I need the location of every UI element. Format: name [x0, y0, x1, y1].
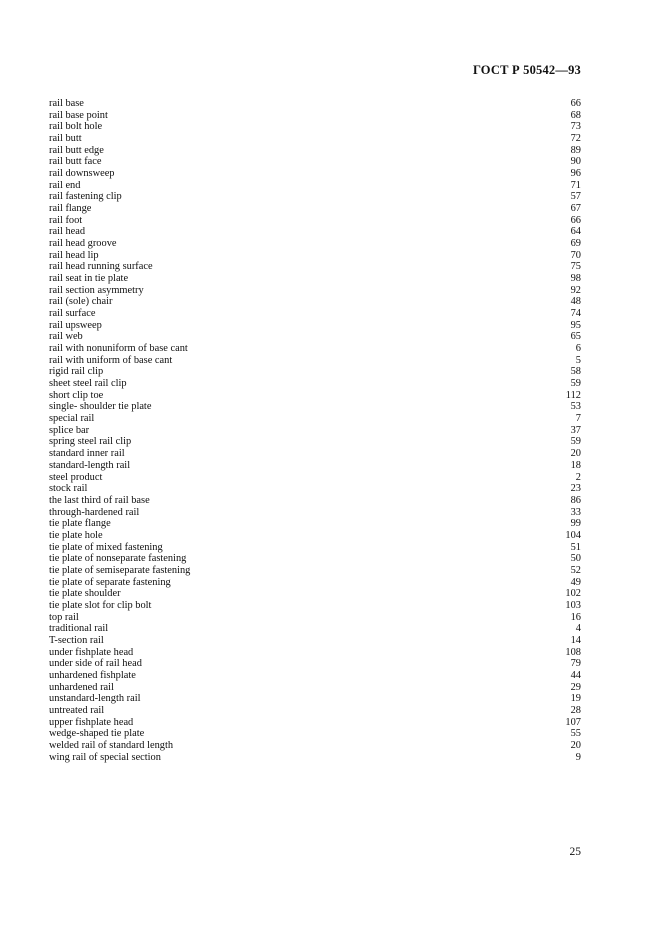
index-term: steel product — [49, 471, 103, 483]
index-term-number: 103 — [565, 599, 581, 611]
index-term-number: 37 — [570, 424, 581, 436]
index-term-number: 14 — [570, 634, 581, 646]
index-term: tie plate hole — [49, 529, 103, 541]
index-row — [49, 600, 581, 612]
index-term-number: 112 — [565, 389, 581, 401]
index-term-number: 16 — [570, 611, 581, 623]
index-term-number: 2 — [575, 471, 581, 483]
index-term-number: 67 — [570, 203, 581, 215]
index-row — [49, 308, 581, 320]
index-row — [49, 705, 581, 717]
index-term-number: 65 — [570, 331, 581, 343]
index-row — [49, 565, 581, 577]
index-row — [49, 378, 581, 390]
index-row — [49, 215, 581, 227]
index-term-number: 51 — [570, 541, 581, 553]
index-row — [49, 647, 581, 659]
index-term-number: 74 — [570, 308, 581, 320]
index-term: rail section asymmetry — [49, 284, 144, 296]
index-row — [49, 355, 581, 367]
index-term-number: 59 — [570, 436, 581, 448]
index-term-number: 57 — [570, 191, 581, 203]
index-row — [49, 436, 581, 448]
index-row — [49, 507, 581, 519]
index-term: rail base point — [49, 109, 108, 121]
index-term-number: 52 — [570, 564, 581, 576]
index-row — [49, 250, 581, 262]
index-term-number: 66 — [570, 98, 581, 109]
index-term: wing rail of special section — [49, 751, 161, 763]
index-row — [49, 717, 581, 729]
index-term: tie plate of nonseparate fastening — [49, 553, 187, 565]
index-row — [49, 98, 581, 110]
index-row — [49, 413, 581, 425]
index-term: rail with nonuniform of base cant — [49, 343, 188, 355]
index-term: rail base — [49, 98, 84, 109]
index-term-number: 18 — [570, 459, 581, 471]
index-row — [49, 682, 581, 694]
index-term-number: 79 — [570, 658, 581, 670]
index-row — [49, 752, 581, 764]
index-row — [49, 518, 581, 530]
index-row — [49, 203, 581, 215]
index-term: unstandard-length rail — [49, 693, 141, 705]
index-row — [49, 658, 581, 670]
index-term-number: 49 — [570, 576, 581, 588]
index-term-number: 92 — [570, 284, 581, 296]
index-term: rail butt — [49, 133, 82, 145]
index-term: rail end — [49, 179, 81, 191]
index-term: rail downsweep — [49, 168, 115, 180]
index-row — [49, 623, 581, 635]
index-term: rail butt face — [49, 156, 102, 168]
index-term: untreated rail — [49, 704, 105, 716]
index-term-number: 70 — [570, 249, 581, 261]
index-row — [49, 460, 581, 472]
index-term: tie plate slot for clip bolt — [49, 599, 152, 611]
index-term-number: 6 — [575, 343, 581, 355]
index-row — [49, 133, 581, 145]
index-row — [49, 331, 581, 343]
index-term-number: 20 — [570, 448, 581, 460]
index-term-number: 95 — [570, 319, 581, 331]
index-term: unhardened rail — [49, 681, 114, 693]
index-row — [49, 145, 581, 157]
index-term-number: 7 — [575, 413, 581, 425]
index-term: single- shoulder tie plate — [49, 401, 152, 413]
term-index — [49, 98, 581, 763]
index-term-number: 99 — [570, 518, 581, 530]
index-term: spring steel rail clip — [49, 436, 132, 448]
index-term-number: 96 — [570, 168, 581, 180]
index-term-number: 19 — [570, 693, 581, 705]
index-term-number: 48 — [570, 296, 581, 308]
index-row — [49, 296, 581, 308]
index-term: through-hardened rail — [49, 506, 140, 518]
index-term-number: 69 — [570, 238, 581, 250]
index-term-number: 66 — [570, 214, 581, 226]
index-term: tie plate of separate fastening — [49, 576, 171, 588]
index-row — [49, 121, 581, 133]
index-term: rail head lip — [49, 249, 99, 261]
index-term: welded rail of standard length — [49, 739, 174, 751]
index-row — [49, 612, 581, 624]
index-term-number: 44 — [570, 669, 581, 681]
index-term: tie plate of mixed fastening — [49, 541, 163, 553]
index-term: tie plate shoulder — [49, 588, 121, 600]
index-row — [49, 320, 581, 332]
index-term: rail seat in tie plate — [49, 273, 129, 285]
index-term: wedge-shaped tie plate — [49, 728, 145, 740]
index-term-number: 107 — [565, 716, 581, 728]
index-row — [49, 740, 581, 752]
index-row — [49, 285, 581, 297]
index-term: rail head running surface — [49, 261, 153, 273]
index-term: tie plate of semiseparate fastening — [49, 564, 191, 576]
index-row — [49, 110, 581, 122]
index-term: stock rail — [49, 483, 88, 495]
index-term-number: 89 — [570, 144, 581, 156]
page-number — [570, 846, 582, 858]
index-term: traditional rail — [49, 623, 109, 635]
index-term-number: 104 — [565, 529, 581, 541]
index-term: special rail — [49, 413, 95, 425]
index-term: rail fastening clip — [49, 191, 122, 203]
index-term-number: 108 — [565, 646, 581, 658]
index-term: sheet steel rail clip — [49, 378, 127, 390]
index-term: splice bar — [49, 424, 90, 436]
index-term-number: 58 — [570, 366, 581, 378]
index-term: rail web — [49, 331, 83, 343]
index-term-number: 33 — [570, 506, 581, 518]
index-term-number: 53 — [570, 401, 581, 413]
page-number-text: 25 — [569, 846, 581, 858]
index-term-number: 72 — [570, 133, 581, 145]
index-term: rail surface — [49, 308, 96, 320]
index-row — [49, 390, 581, 402]
index-row — [49, 472, 581, 484]
index-term: short clip toe — [49, 389, 104, 401]
index-term-number: 73 — [570, 121, 581, 133]
index-term-number: 59 — [570, 378, 581, 390]
index-row — [49, 343, 581, 355]
standard-code: ГОСТ Р 50542—93 — [472, 63, 581, 77]
index-term: rail butt edge — [49, 144, 104, 156]
index-row — [49, 401, 581, 413]
index-term: rail (sole) chair — [49, 296, 113, 308]
index-term-number: 75 — [570, 261, 581, 273]
index-term-number: 86 — [570, 494, 581, 506]
index-row — [49, 168, 581, 180]
index-term-number: 102 — [565, 588, 581, 600]
index-term: standard inner rail — [49, 448, 125, 460]
index-row — [49, 191, 581, 203]
index-term: rail head groove — [49, 238, 117, 250]
index-row — [49, 693, 581, 705]
index-term: top rail — [49, 611, 79, 623]
index-term: standard-length rail — [49, 459, 131, 471]
index-term: rigid rail clip — [49, 366, 104, 378]
index-term-number: 71 — [570, 179, 581, 191]
index-row — [49, 635, 581, 647]
index-row — [49, 670, 581, 682]
index-row — [49, 588, 581, 600]
index-term-number: 20 — [570, 739, 581, 751]
index-row — [49, 483, 581, 495]
index-term-number: 5 — [575, 354, 581, 366]
index-term: rail flange — [49, 203, 92, 215]
index-term: under side of rail head — [49, 658, 142, 670]
index-row — [49, 553, 581, 565]
index-term: rail bolt hole — [49, 121, 103, 133]
document-header — [473, 63, 581, 78]
index-row — [49, 530, 581, 542]
index-term: the last third of rail base — [49, 494, 150, 506]
index-row — [49, 728, 581, 740]
index-row — [49, 180, 581, 192]
index-term: rail head — [49, 226, 86, 238]
index-row — [49, 542, 581, 554]
index-row — [49, 156, 581, 168]
index-row — [49, 238, 581, 250]
index-term: T-section rail — [49, 634, 104, 646]
index-term-number: 29 — [570, 681, 581, 693]
index-term: rail foot — [49, 214, 83, 226]
index-term-number: 23 — [570, 483, 581, 495]
index-term: under fishplate head — [49, 646, 134, 658]
index-row — [49, 366, 581, 378]
index-term-number: 50 — [570, 553, 581, 565]
index-term-number: 98 — [570, 273, 581, 285]
index-term-number: 55 — [570, 728, 581, 740]
index-row — [49, 495, 581, 507]
index-term: upper fishplate head — [49, 716, 134, 728]
index-row — [49, 273, 581, 285]
index-row — [49, 261, 581, 273]
index-term-number: 68 — [570, 109, 581, 121]
index-term: rail upsweep — [49, 319, 102, 331]
index-term: unhardened fishplate — [49, 669, 136, 681]
index-term-number: 28 — [570, 704, 581, 716]
index-row — [49, 448, 581, 460]
index-term: rail with uniform of base cant — [49, 354, 173, 366]
index-term-number: 9 — [575, 751, 581, 763]
index-row — [49, 226, 581, 238]
index-row — [49, 577, 581, 589]
index-term-number: 64 — [570, 226, 581, 238]
index-term-number: 90 — [570, 156, 581, 168]
index-row — [49, 425, 581, 437]
index-term: tie plate flange — [49, 518, 111, 530]
index-term-number: 4 — [575, 623, 581, 635]
